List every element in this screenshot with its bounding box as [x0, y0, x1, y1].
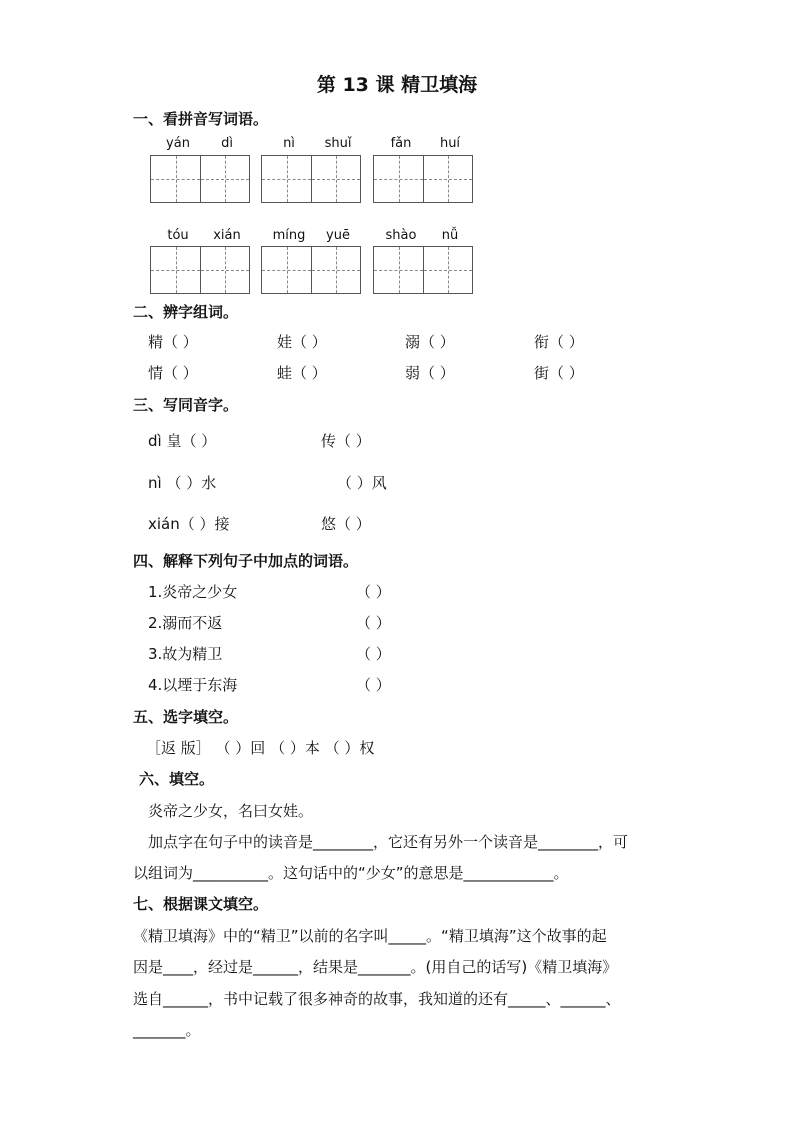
homophone-blank[interactable]: nì （ ）水: [148, 474, 217, 492]
grid-cell[interactable]: [262, 156, 311, 202]
homophone-blank[interactable]: dì 皇（ ）: [148, 432, 217, 450]
writing-grid[interactable]: [373, 155, 473, 203]
grid-cell[interactable]: [311, 156, 360, 202]
homophone-blank[interactable]: （ ）风: [337, 474, 387, 492]
grid-cell[interactable]: [374, 156, 423, 202]
homophone-blank[interactable]: 悠（ ）: [321, 515, 371, 533]
answer-blank[interactable]: （ ）: [356, 614, 391, 632]
grid-cell[interactable]: [311, 247, 360, 293]
page-title: 第 13 课 精卫填海: [316, 74, 478, 96]
pinyin-label: nǚ: [441, 228, 459, 243]
pinyin-label: tóu: [167, 228, 189, 243]
grid-cell[interactable]: [151, 156, 200, 202]
writing-grid[interactable]: [261, 155, 361, 203]
answer-blank[interactable]: （ ）: [356, 645, 391, 663]
grid-cell[interactable]: [151, 247, 200, 293]
word-blank[interactable]: 精（ ）: [148, 333, 198, 351]
pinyin-label: yuē: [326, 228, 350, 243]
word-blank[interactable]: 娃（ ）: [277, 333, 327, 351]
grid-cell[interactable]: [200, 247, 249, 293]
answer-blank[interactable]: （ ）: [356, 676, 391, 694]
word-blank[interactable]: 弱（ ）: [405, 364, 455, 382]
pinyin-label: yán: [166, 136, 190, 151]
word-blank[interactable]: 衔（ ）: [534, 333, 584, 351]
writing-grid[interactable]: [261, 246, 361, 294]
fill-line[interactable]: _______。: [133, 1021, 201, 1039]
section-2-heading: 二、辨字组词。: [133, 303, 239, 321]
sentence-item: 2.溺而不返: [148, 614, 223, 632]
section-5-heading: 五、选字填空。: [133, 708, 239, 726]
section-4-heading: 四、解释下列句子中加点的词语。: [133, 552, 359, 570]
homophone-blank[interactable]: 传（ ）: [321, 432, 371, 450]
pinyin-label: dì: [221, 136, 233, 151]
choose-fill-line[interactable]: ［返 版］ （ ）回 （ ）本 （ ）权: [146, 739, 375, 757]
fill-line[interactable]: 选自______，书中记载了很多神奇的故事，我知道的还有_____、______、: [133, 990, 621, 1008]
section-1-heading: 一、看拼音写词语。: [133, 110, 269, 128]
pinyin-label: xián: [213, 228, 241, 243]
grid-cell[interactable]: [423, 156, 472, 202]
grid-cell[interactable]: [200, 156, 249, 202]
section-7-heading: 七、根据课文填空。: [133, 895, 269, 913]
writing-grid[interactable]: [150, 246, 250, 294]
pinyin-label: nì: [283, 136, 295, 151]
fill-line[interactable]: 以组词为__________。这句话中的“少女”的意思是____________。: [133, 864, 569, 882]
sentence-item: 4.以堙于东海: [148, 676, 238, 694]
pinyin-label: shuǐ: [324, 136, 352, 151]
fill-line[interactable]: 《精卫填海》中的“精卫”以前的名字叫_____。“精卫填海”这个故事的起: [133, 927, 607, 945]
grid-cell[interactable]: [423, 247, 472, 293]
pinyin-label: fǎn: [390, 136, 412, 151]
answer-blank[interactable]: （ ）: [356, 583, 391, 601]
writing-grid[interactable]: [373, 246, 473, 294]
pinyin-label: huí: [439, 136, 461, 151]
quote-line: 炎帝之少女，名曰女娃。: [148, 802, 314, 820]
homophone-blank[interactable]: xián（ ）接: [148, 515, 230, 533]
word-blank[interactable]: 情（ ）: [148, 364, 198, 382]
fill-line[interactable]: 因是____，经过是______，结果是_______。(用自己的话写)《精卫填海》: [133, 958, 618, 976]
grid-cell[interactable]: [374, 247, 423, 293]
section-3-heading: 三、写同音字。: [133, 396, 239, 414]
writing-grid[interactable]: [150, 155, 250, 203]
word-blank[interactable]: 蛙（ ）: [277, 364, 327, 382]
pinyin-label: shào: [385, 228, 417, 243]
sentence-item: 3.故为精卫: [148, 645, 223, 663]
word-blank[interactable]: 溺（ ）: [405, 333, 455, 351]
pinyin-label: míng: [272, 228, 306, 243]
grid-cell[interactable]: [262, 247, 311, 293]
fill-line[interactable]: 加点字在句子中的读音是________，它还有另外一个读音是________，可: [148, 833, 629, 851]
word-blank[interactable]: 街（ ）: [534, 364, 584, 382]
sentence-item: 1.炎帝之少女: [148, 583, 238, 601]
section-6-heading: 六、填空。: [139, 770, 215, 788]
